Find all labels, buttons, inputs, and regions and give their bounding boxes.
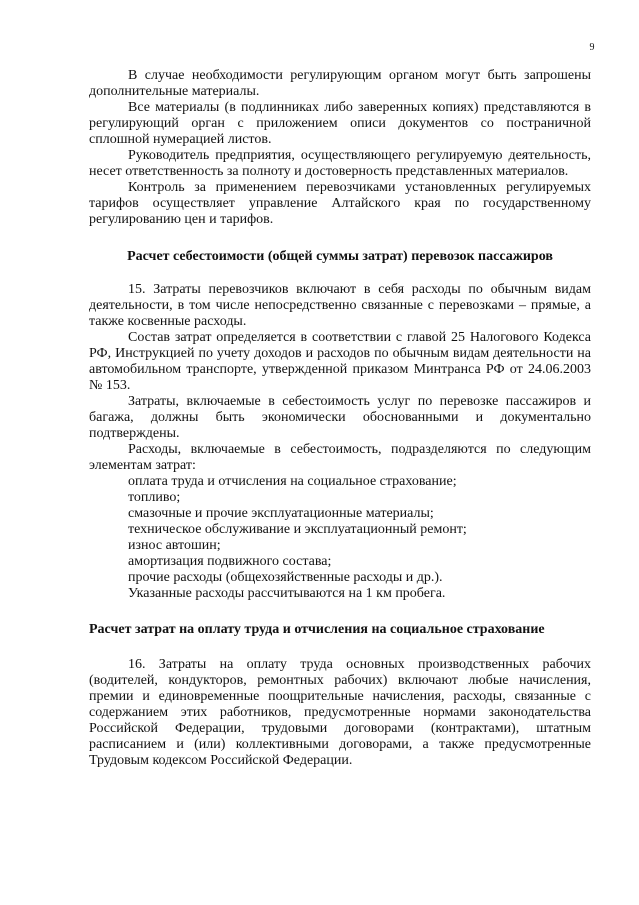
page-content bbox=[89, 68, 591, 769]
list-item: топливо; bbox=[128, 490, 181, 505]
list-item: смазочные и прочие эксплуатационные материалы; bbox=[128, 506, 434, 521]
list-item: оплата труда и отчисления на социальное страхование; bbox=[128, 474, 457, 489]
note-paragraph: Указанные расходы рассчитываются на 1 км пробега. bbox=[128, 586, 446, 601]
paragraph: Контроль за применением перевозчиками установленных регулируемых тарифов осуществляет управление Алтайского края по государственному регулированию цен и тарифов. bbox=[89, 180, 591, 227]
paragraph: Расходы, включаемые в себестоимость, подразделяются по следующим элементам затрат: bbox=[89, 442, 591, 473]
section-heading-labor: Расчет затрат на оплату труда и отчисления на социальное страхование bbox=[89, 622, 545, 637]
paragraph: Затраты, включаемые в себестоимость услуг по перевозке пассажиров и багажа, должны быть экономически обоснованными и документально подтверждены. bbox=[89, 394, 591, 441]
paragraph: Все материалы (в подлинниках либо заверенных копиях) представляются в регулирующий орган с приложением описи документов со постраничной сплошной нумерацией листов. bbox=[89, 100, 591, 147]
paragraph: В случае необходимости регулирующим органом могут быть запрошены дополнительные материалы. bbox=[89, 68, 591, 99]
paragraph: Руководитель предприятия, осуществляющего регулируемую деятельность, несет ответственность за полноту и достоверность представленных материалов. bbox=[89, 148, 591, 179]
section-heading-cost: Расчет себестоимости (общей суммы затрат) перевозок пассажиров bbox=[127, 249, 553, 264]
paragraph-16: 16. Затраты на оплату труда основных производственных рабочих (водителей, кондукторов, ремонтных рабочих) включают любые начисления, премии и единовременные поощрительные начисления, расходы, связанные с содержанием этих работников, предусмотренные нормами законодательства Российской Федерации, трудовыми договорами (контрактами), штатным расписанием и (или) коллективными договорами, а также предусмотренные Трудовым кодексом Российской Федерации. bbox=[89, 657, 591, 768]
list-item: износ автошин; bbox=[128, 538, 221, 553]
paragraph: Состав затрат определяется в соответствии с главой 25 Налогового Кодекса РФ, Инструкцией по учету доходов и расходов по обычным видам деятельности на автомобильном транспорте, утвержденной приказом Минтранса РФ от 24.06.2003 № 153. bbox=[89, 330, 591, 393]
paragraph-15: 15. Затраты перевозчиков включают в себя расходы по обычным видам деятельности, в том числе непосредственно связанные с перевозками – прямые, а также косвенные расходы. bbox=[89, 282, 591, 329]
list-item: прочие расходы (общехозяйственные расходы и др.). bbox=[128, 570, 443, 585]
list-item: амортизация подвижного состава; bbox=[128, 554, 332, 569]
cost-items-list bbox=[89, 474, 591, 586]
page-number: 9 bbox=[589, 42, 595, 53]
list-item: техническое обслуживание и эксплуатационный ремонт; bbox=[128, 522, 467, 537]
